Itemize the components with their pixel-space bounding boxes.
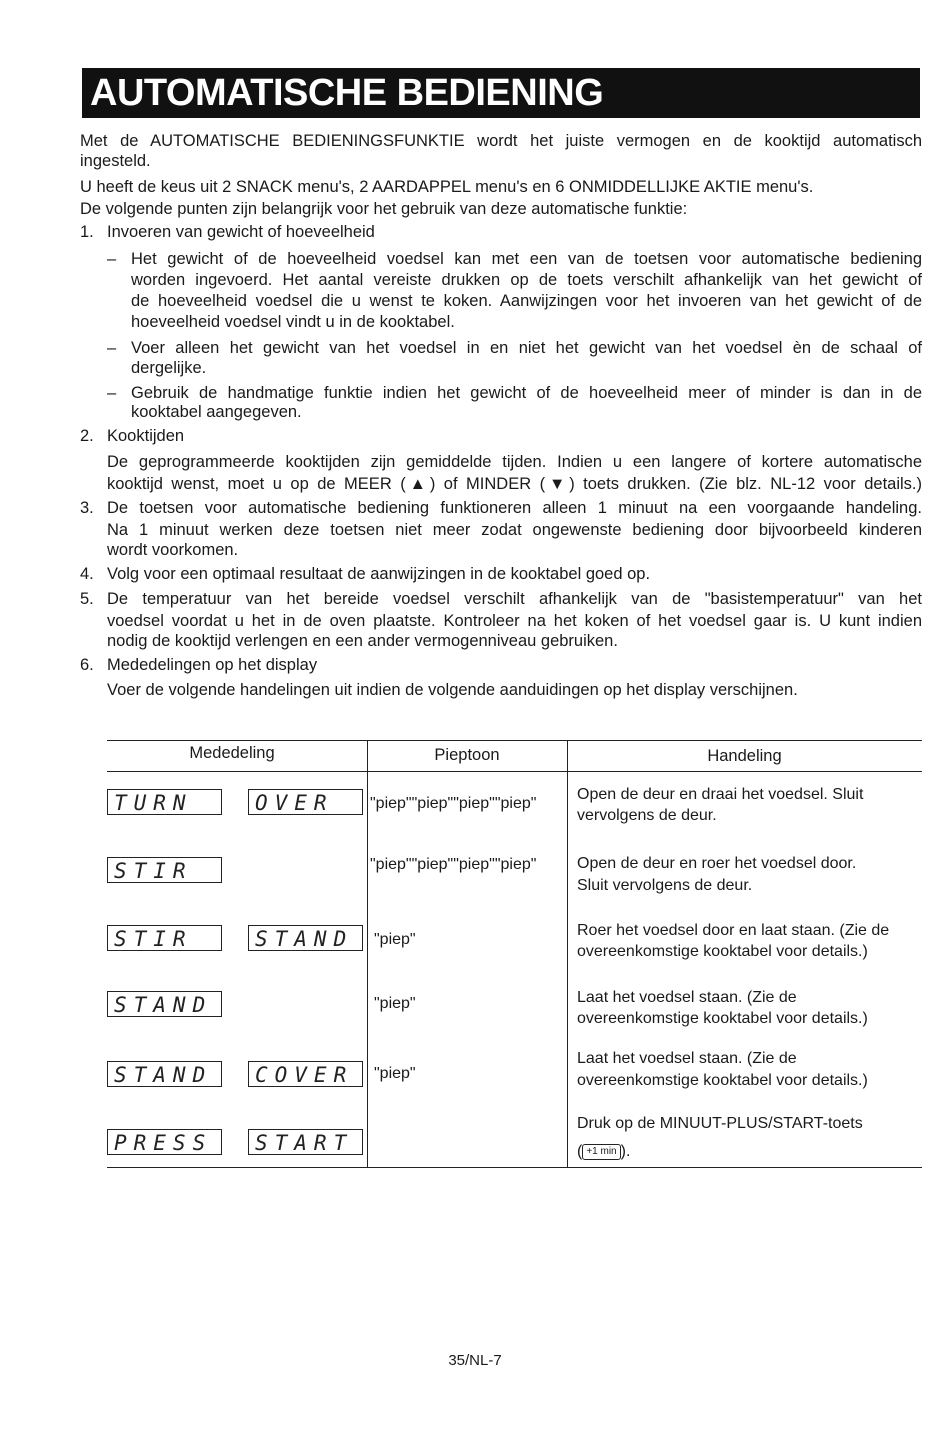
- lcd-display: STIR: [107, 857, 222, 883]
- action-text: overeenkomstige kooktabel voor details.): [577, 1072, 868, 1089]
- item-text: De geprogrammeerde kooktijden zijn gemiddelde tijden. Indien u een langere of kortere automatische: [107, 453, 922, 471]
- bullet-text: dergelijke.: [131, 359, 207, 377]
- item-text: wordt voorkomen.: [107, 541, 239, 559]
- item-number: 4.: [80, 565, 94, 583]
- bullet-text: Het gewicht of de hoeveelheid voedsel kan met een van de toetsen voor automatische bediening: [131, 250, 922, 268]
- item-text: De temperatuur van het bereide voedsel verschilt afhankelijk van de "basistemperatuur" van het: [107, 590, 922, 608]
- intro-line: U heeft de keus uit 2 SNACK menu's, 2 AARDAPPEL menu's en 6 ONMIDDELLIJKE AKTIE menu's.: [80, 178, 814, 196]
- item-text: Voer de volgende handelingen uit indien de volgende aanduidingen op het display verschijnen.: [107, 681, 798, 699]
- lcd-display: COVER: [248, 1061, 363, 1087]
- table-rule: [107, 1167, 922, 1168]
- bullet-dash: –: [107, 339, 117, 357]
- beep-tone: "piep""piep""piep""piep": [370, 795, 537, 812]
- lcd-display: STAND: [107, 991, 222, 1017]
- beep-tone: "piep": [374, 995, 416, 1012]
- bullet-text: de hoeveelheid voedsel die u wenst te koken. Aanwijzingen voor het invoeren van het gewicht of de: [131, 292, 922, 310]
- lcd-display: PRESS: [107, 1129, 222, 1155]
- table-divider: [367, 740, 368, 1167]
- page-number: 35/NL-7: [448, 1352, 502, 1369]
- table-rule: [107, 740, 922, 741]
- bullet-text: worden ingevoerd. Het aantal vereiste drukken op de toets verschilt afhankelijk van het gewicht of: [131, 271, 922, 289]
- item-title: Invoeren van gewicht of hoeveelheid: [107, 223, 375, 241]
- item-text: voedsel voordat u het in de oven plaatste. Kontroleer na het koken of het voedsel gaar is. U kunt indien: [107, 612, 922, 630]
- intro-line: ingesteld.: [80, 152, 151, 170]
- minute-plus-start-key-icon: +1 min: [582, 1144, 620, 1160]
- action-text: overeenkomstige kooktabel voor details.): [577, 943, 868, 960]
- item-number: 6.: [80, 656, 94, 674]
- bullet-text: kooktabel aangegeven.: [131, 403, 302, 421]
- action-text: Sluit vervolgens de deur.: [577, 877, 753, 894]
- action-text: [577, 1141, 630, 1162]
- table-divider: [567, 740, 568, 1167]
- paren-open: (: [577, 1143, 583, 1160]
- beep-tone: "piep": [374, 931, 416, 948]
- column-header: Mededeling: [189, 744, 275, 762]
- action-text: overeenkomstige kooktabel voor details.): [577, 1010, 868, 1027]
- item-text: Volg voor een optimaal resultaat de aanwijzingen in de kooktabel goed op.: [107, 565, 651, 583]
- lcd-display: OVER: [248, 789, 363, 815]
- column-header: Pieptoon: [434, 746, 500, 764]
- beep-tone: "piep""piep""piep""piep": [370, 856, 537, 873]
- item-number: 3.: [80, 499, 94, 517]
- paren-close: ).: [620, 1143, 631, 1160]
- bullet-dash: –: [107, 250, 117, 268]
- page-title: AUTOMATISCHE BEDIENING: [90, 72, 604, 114]
- action-text: vervolgens de deur.: [577, 807, 717, 824]
- item-number: 2.: [80, 427, 94, 445]
- item-number: 1.: [80, 223, 94, 241]
- action-text: Open de deur en roer het voedsel door.: [577, 855, 857, 872]
- item-text: Na 1 minuut werken deze toetsen niet meer zodat ongewenste bediening door bijvoorbeeld kinderen: [107, 521, 922, 539]
- action-text: Laat het voedsel staan. (Zie de: [577, 989, 797, 1006]
- lcd-display: STAND: [107, 1061, 222, 1087]
- intro-line: Met de AUTOMATISCHE BEDIENINGSFUNKTIE wordt het juiste vermogen en de kooktijd automatisch: [80, 132, 922, 150]
- action-text: Roer het voedsel door en laat staan. (Zie de: [577, 922, 890, 939]
- lcd-display: STAND: [248, 925, 363, 951]
- title-banner: [82, 68, 920, 118]
- table-rule: [107, 771, 922, 772]
- action-text: Druk op de MINUUT-PLUS/START-toets: [577, 1115, 863, 1132]
- action-text: Open de deur en draai het voedsel. Sluit: [577, 786, 864, 803]
- bullet-dash: –: [107, 384, 117, 402]
- action-text: Laat het voedsel staan. (Zie de: [577, 1050, 797, 1067]
- lcd-display: STIR: [107, 925, 222, 951]
- lcd-display: TURN: [107, 789, 222, 815]
- bullet-text: Voer alleen het gewicht van het voedsel in en niet het gewicht van het voedsel èn de schaal of: [131, 339, 922, 357]
- item-title: Mededelingen op het display: [107, 656, 318, 674]
- bullet-text: hoeveelheid voedsel vindt u in de kooktabel.: [131, 313, 455, 331]
- item-text: De toetsen voor automatische bediening funktioneren alleen 1 minuut na een voorgaande handeling.: [107, 499, 922, 517]
- item-number: 5.: [80, 590, 94, 608]
- bullet-text: Gebruik de handmatige funktie indien het gewicht of de hoeveelheid meer of minder is dan in de: [131, 384, 922, 402]
- intro-line: De volgende punten zijn belangrijk voor het gebruik van deze automatische funktie:: [80, 200, 688, 218]
- item-title: Kooktijden: [107, 427, 185, 445]
- item-text: nodig de kooktijd verlengen en een ander vermogenniveau gebruiken.: [107, 632, 618, 650]
- item-text: kooktijd wenst, moet u op de MEER (▲) of MINDER (▼) toets drukken. (Zie blz. NL-12 voor details.): [107, 475, 922, 493]
- lcd-display: START: [248, 1129, 363, 1155]
- column-header: Handeling: [707, 747, 782, 765]
- beep-tone: "piep": [374, 1065, 416, 1082]
